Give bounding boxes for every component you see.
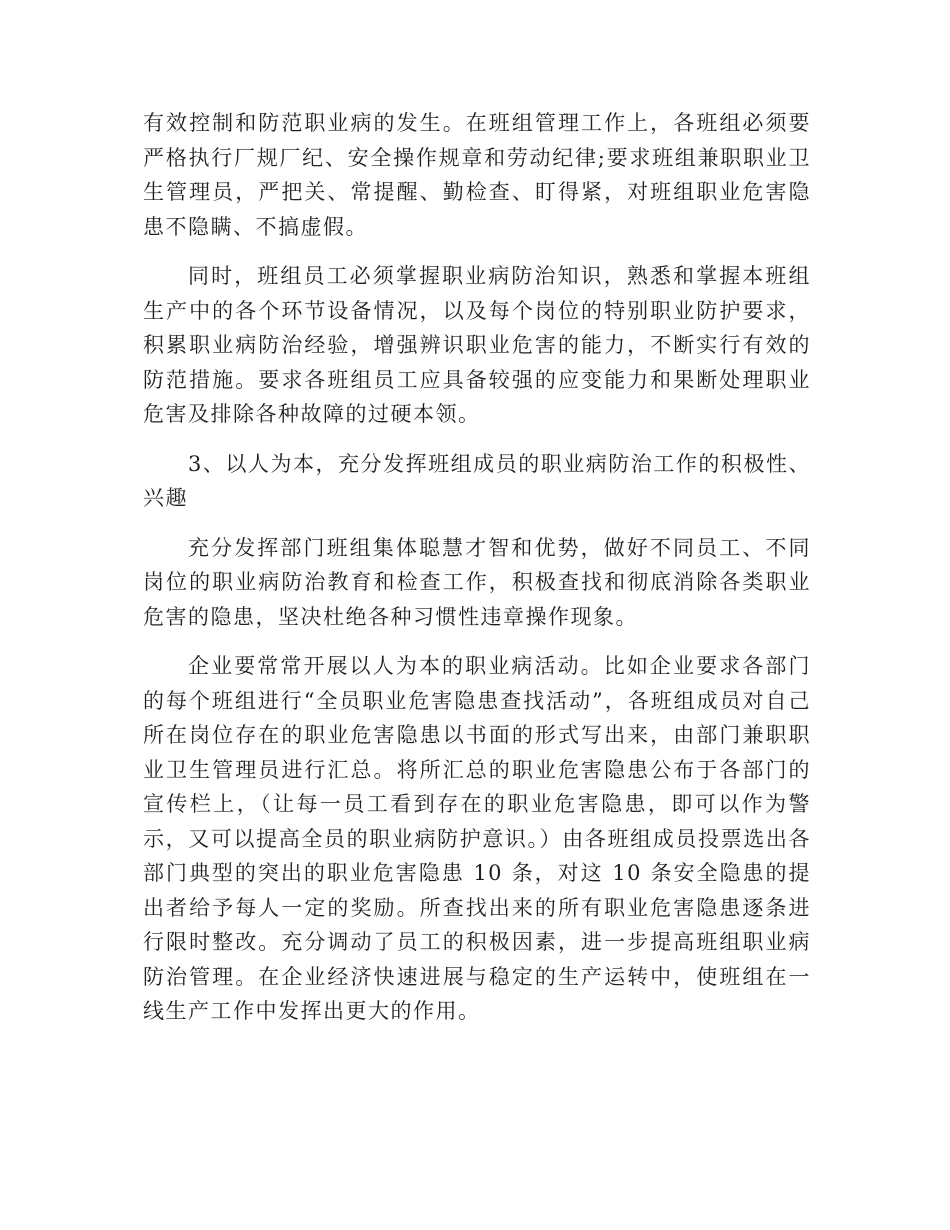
paragraph-hazard-activity: 企业要常常开展以人为本的职业病活动。比如企业要求各部门的每个班组进行“全员职业危害隐患查找活动”，各班组成员对自己所在岗位存在的职业危害隐患以书面的形式写出来，由部门兼职职业卫生管理员进行汇总。将所汇总的职业危害隐患公布于各部门的宣传栏上，（让每一员工看到存在的职业危害隐患，即可以作为警示，又可以提高全员的职业病防护意识。）由各班组成员投票选出各部门典型的突出的职业危害隐患 10 条，对这 10 条安全隐患的提出者给予每人一定的奖励。所查找出来的所有职业危害隐患逐条进行限时整改。充分调动了员工的积极因素，进一步提高班组职业病防治管理。在企业经济快速进展与稳定的生产运转中，使班组在一线生产工作中发挥出更大的作用。	[143, 654, 811, 1023]
paragraph-team-knowledge: 同时，班组员工必须掌握职业病防治知识，熟悉和掌握本班组生产中的各个环节设备情况，以及每个岗位的特别职业防护要求，积累职业病防治经验，增强辨识职业危害的能力，不断实行有效的防范措施。要求各班组员工应具备较强的应变能力和果断处理职业危害及排除各种故障的过硬本领。	[143, 264, 811, 426]
document-page	[143, 106, 811, 1044]
paragraph-continuation: 有效控制和防范职业病的发生。在班组管理工作上，各班组必须要严格执行厂规厂纪、安全操作规章和劳动纪律;要求班组兼职职业卫生管理员，严把关、常提醒、勤检查、盯得紧，对班组职业危害隐患不隐瞒、不搞虚假。	[143, 111, 811, 239]
section-heading-people-oriented: 3、以人为本，充分发挥班组成员的职业病防治工作的积极性、兴趣	[143, 451, 811, 510]
paragraph-collective-wisdom: 充分发挥部门班组集体聪慧才智和优势，做好不同员工、不同岗位的职业病防治教育和检查工作，积极查找和彻底消除各类职业危害的隐患，坚决杜绝各种习惯性违章操作现象。	[143, 535, 811, 629]
